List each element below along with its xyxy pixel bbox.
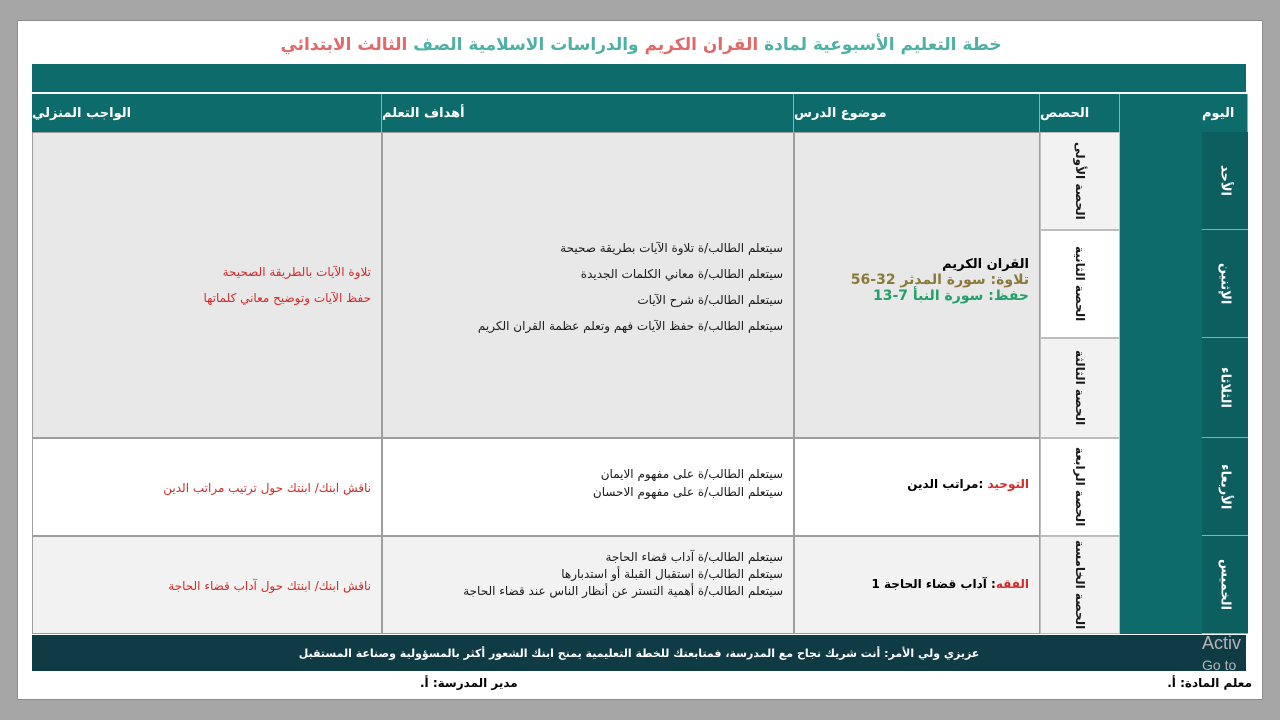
- block1-homework-cell: [32, 132, 382, 438]
- block2-subject: التوحيد: [987, 477, 1029, 491]
- day-sunday: [1202, 132, 1248, 230]
- block2-goals: [593, 465, 783, 501]
- block1-homework: [203, 259, 371, 311]
- block2-topic-cell: [794, 438, 1040, 536]
- day-monday-label: الإثنين: [1217, 262, 1233, 305]
- watermark-line2: Go to: [1202, 657, 1237, 673]
- period-2: [1040, 230, 1120, 338]
- spacer-column: [1120, 132, 1202, 634]
- period-1-label: الحصة الأولى: [1073, 142, 1087, 220]
- block3-topic-text: : آداب قضاء الحاجة 1: [871, 577, 996, 591]
- plan-table: [32, 94, 1248, 634]
- block1-homework-1: تلاوة الآيات بالطريقة الصحيحة: [222, 265, 371, 279]
- header-periods: الحصص: [1040, 94, 1120, 132]
- day-wednesday-label: الأربعاء: [1217, 463, 1233, 510]
- period-2-label: الحصة الثانية: [1073, 246, 1087, 322]
- block1-homework-2: حفظ الآيات وتوضيح معاني كلماتها: [203, 291, 371, 305]
- day-thursday: [1202, 536, 1248, 634]
- block3-goal-2: سيتعلم الطالب/ة استقبال القبلة أو استدبارها: [561, 567, 783, 581]
- block3-topic: [871, 577, 1029, 591]
- day-wednesday: [1202, 438, 1248, 536]
- teacher-signature: معلم المادة: أ.: [1167, 676, 1252, 690]
- block1-goal-3: سيتعلم الطالب/ة شرح الآيات: [637, 293, 783, 307]
- header-day: اليوم: [1202, 94, 1248, 132]
- block3-topic-cell: [794, 536, 1040, 634]
- header-spacer: [1120, 94, 1202, 132]
- block2-goals-cell: [382, 438, 794, 536]
- block3-homework: ناقش ابنك/ ابنتك حول آداب قضاء الحاجة: [168, 579, 371, 593]
- period-4: [1040, 438, 1120, 536]
- block1-goal-2: سيتعلم الطالب/ة معاني الكلمات الجديدة: [580, 267, 783, 281]
- page-title: [28, 28, 1254, 62]
- block2-goal-2: سيتعلم الطالب/ة على مفهوم الاحسان: [592, 485, 783, 499]
- watermark-line1: Activ: [1202, 633, 1242, 653]
- block1-topic: [851, 257, 1029, 304]
- day-thursday-label: الخميس: [1217, 558, 1233, 611]
- block3-goal-1: سيتعلم الطالب/ة آداب قضاء الحاجة: [605, 550, 783, 564]
- period-5-label: الحصة الخامسة: [1073, 540, 1087, 630]
- block1-goal-1: سيتعلم الطالب/ة تلاوة الآيات بطريقة صحيحة: [560, 241, 783, 255]
- header-band: [32, 64, 1246, 92]
- block1-goal-4: سيتعلم الطالب/ة حفظ الآيات فهم وتعلم عظمة القران الكريم: [477, 319, 783, 333]
- block1-goals: [478, 235, 783, 339]
- activation-watermark: [1202, 632, 1241, 676]
- day-sunday-label: الأحد: [1217, 164, 1233, 196]
- block3-homework-cell: [32, 536, 382, 634]
- header-topic: موضوع الدرس: [794, 94, 1040, 132]
- block3-subject: الفقه: [995, 577, 1029, 591]
- title-part2: القران الكريم: [644, 35, 759, 55]
- period-5: [1040, 536, 1120, 634]
- plan-canvas: [28, 28, 1254, 696]
- block1-subject: القران الكريم: [942, 257, 1029, 272]
- block3-goal-3: سيتعلم الطالب/ة أهمية التستر عن أنظار الناس عند قضاء الحاجة: [463, 584, 783, 598]
- period-3-label: الحصة الثالثة: [1073, 350, 1087, 426]
- block1-recitation: تلاوة: سورة المدثر 32-56: [850, 272, 1029, 288]
- block1-memorization: حفظ: سورة النبأ 7-13: [872, 288, 1029, 304]
- block2-goal-1: سيتعلم الطالب/ة على مفهوم الايمان: [600, 467, 783, 481]
- principal-signature: مدير المدرسة: أ.: [420, 676, 518, 690]
- block1-topic-cell: [794, 132, 1040, 438]
- block3-goals-cell: [382, 536, 794, 634]
- header-goals: أهداف التعلم: [382, 94, 794, 132]
- block2-topic: [907, 477, 1029, 491]
- title-part4: الثالث الابتدائي: [280, 35, 408, 55]
- period-3: [1040, 338, 1120, 438]
- day-tuesday: [1202, 338, 1248, 438]
- header-homework: الواجب المنزلي: [32, 94, 382, 132]
- title-part1: خطة التعليم الأسبوعية لمادة: [764, 35, 1002, 55]
- block3-goals: [393, 549, 783, 600]
- title-part3: والدراسات الاسلامية الصف: [413, 35, 639, 55]
- block1-goals-cell: [382, 132, 794, 438]
- block2-homework: ناقش ابنك/ ابنتك حول ترتيب مراتب الدين: [163, 481, 371, 495]
- period-1: [1040, 132, 1120, 230]
- day-monday: [1202, 230, 1248, 338]
- parent-note: عزيزي ولي الأمر: أنت شريك نجاح مع المدرسة، فمتابعتك للخطة التعليمية يمنح ابنك الشعور أكثر بالمسؤولية وصناعة المستقبل: [32, 635, 1246, 671]
- block2-topic-text: :مراتب الدين: [907, 477, 988, 491]
- day-tuesday-label: الثلاثاء: [1217, 367, 1233, 408]
- period-4-label: الحصة الرابعة: [1073, 447, 1087, 527]
- block2-homework-cell: [32, 438, 382, 536]
